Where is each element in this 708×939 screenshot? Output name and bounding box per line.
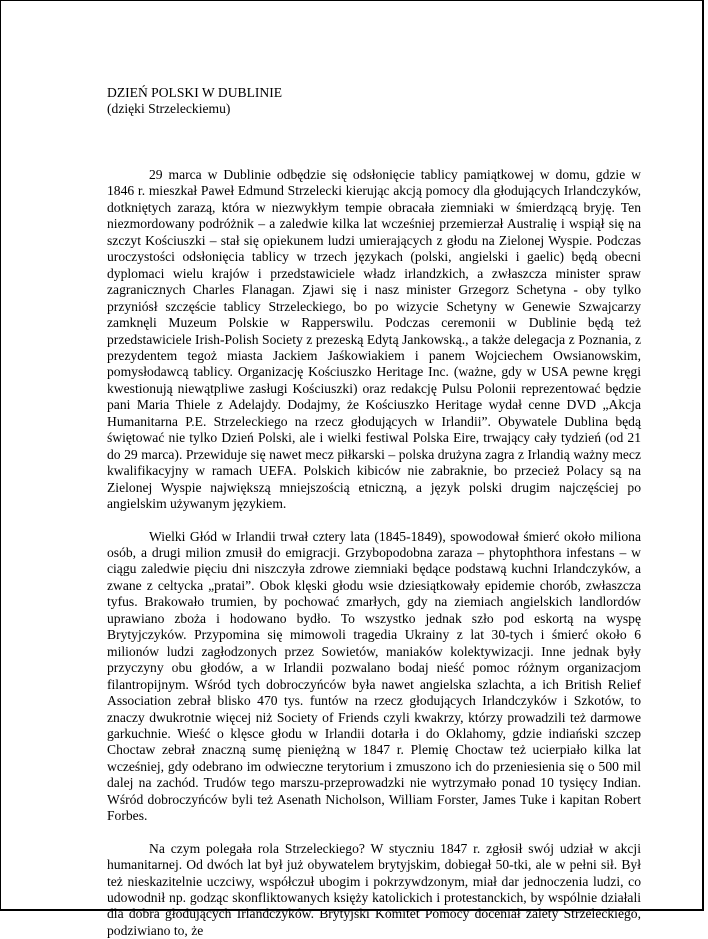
paragraph-3 [107,841,641,939]
paragraph-3-text: Na czym polegała rola Strzeleckiego? W styczniu 1847 r. zgłosił swój udział w akcji humanitarnej. Od dwóch lat był już obywatelem brytyjskim, dobiegał 50-tki, ale w pełni sił. Był też nieskazitelnie uczciwy, współczuł ubogim i pokrzywdzonym, miał dar jednoczenia ludzi, co udowodnił np. godząc skonfliktowanych księży katolickich i protestanckich, by wspólnie działali dla dobra głodujących Irlandczyków. Brytyjski Komitet Pomocy doceniał zalety Strzeleckiego, podziwiano to, że [107,840,641,938]
paragraph-1 [107,167,641,513]
document-body [107,85,641,939]
paragraph-2-text: Wielki Głód w Irlandii trwał cztery lata (1845-1849), spowodował śmierć około miliona osób, a drugi milion zmusił do emigracji. Grzybopodobna zaraza – phytophthora infestans – w ciągu zaledwie pięciu dni niszczyła zdrowe ziemniaki będące podstawą kuchni Irlandczyków, a zwane z celtycka „pratai”. Obok klęski głodu wsie dziesiątkowały epidemie chorób, zwłaszcza tyfus. Brakowało trumien, by pochować zmarłych, gdy na ziemiach angielskich landlordów uprawiano zboża i hodowano bydło. To wszystko jednak szło pod eskortą na wyspę Brytyjczyków. Przypomina się mimowoli tragedia Ukrainy z lat 30-tych i śmierć około 6 milionów ludzi zagłodzonych przez Sowietów, maniaków kolektywizacji. Inne jednak były przyczyny obu głodów, a w Irlandii pozwalano bodaj nieść pomoc różnym organizacjom filantropijnym. Wśród tych dobroczyńców była nawet angielska szlachta, a ich British Relief Association zebrał blisko 470 tys. funtów na rzecz głodujących Irlandczyków i Szkotów, to znaczy dwukrotnie więcej niż Society of Friends czyli kwakrzy, którzy prowadzili też darmowe garkuchnie. Wieść o klęsce głodu w Irlandii dotarła i do Oklahomy, gdzie indiański szczep Choctaw zebrał znaczną sumę pieniężną w 1847 r. Plemię Choctaw też ucierpiało kilka lat wcześniej, gdy odebrano im odwieczne terytorium i zmuszono ich do przeniesienia się o 500 mil dalej na zachód. Trudów tego marszu-przeprowadzki nie wytrzymało ponad 10 tysięcy Indian. Wśród dobroczyńców byli też Asenath Nicholson, William Forster, James Tuke i kapitan Robert Forbes. [107,528,641,824]
paragraph-2 [107,529,641,825]
document-subtitle: (dzięki Strzeleckiemu) [107,101,231,116]
paragraph-1-text: 29 marca w Dublinie odbędzie się odsłonięcie tablicy pamiątkowej w domu, gdzie w 1846 r. mieszkał Paweł Edmund Strzelecki kierując akcją pomocy dla głodujących Irlandczyków, dotkniętych zarazą, która w niezwykłym tempie obracała ziemniaki w śmierdzącą bryję. Ten niezmordowany podróżnik – a zaledwie kilka lat wcześniej przemierzał Australię i wspiął się na szczyt Kościuszki – stał się opiekunem ludzi umierających z głodu na Zielonej Wyspie. Podczas uroczystości odsłonięcia tablicy w trzech językach (polski, angielski i gaelic) będą obecni dyplomaci wielu krajów i przedstawiciele władz irlandzkich, a zwłaszcza minister spraw zagranicznych Charles Flanagan. Zjawi się i nasz minister Grzegorz Schetyna - oby tylko przyniósł szczęście tablicy Strzeleckiego, bo po wizycie Schetyny w Genewie Szwajcarzy zamknęli Muzeum Polskie w Rapperswilu. Podczas ceremonii w Dublinie będą też przedstawiciele Irish-Polish Society z prezeską Edytą Jankowską., a także delegacja z Poznania, z prezydentem tegoż miasta Jackiem Jaśkowiakiem i panem Wojciechem Owsianowskim, pomysłodawcą tablicy. Organizację Kościuszko Heritage Inc. (ważne, gdy w USA pewne kręgi kwestionują niewątpliwe zasługi Kościuszki) oraz redakcję Pulsu Polonii reprezentować będzie pani Maria Thiele z Adelajdy. Dodajmy, że Kościuszko Heritage wydał cenne DVD „Akcja Humanitarna P.E. Strzeleckiego na rzecz głodujących w Irlandii”. Obywatele Dublina będą świętować nie tylko Dzień Polski, ale i wielki festiwal Polska Eire, trwający cały tydzień (od 21 do 29 marca). Przewiduje się nawet mecz piłkarski – polska drużyna zagra z Irlandią ważny mecz kwalifikacyjny w ramach UEFA. Polskich kibiców nie zabraknie, bo przecież Polacy są na Zielonej Wyspie największą mniejszością etniczną, a język polski drugim najczęściej po angielskim używanym językiem. [107,167,641,512]
document-title: DZIEŃ POLSKI W DUBLINIE [107,85,283,100]
